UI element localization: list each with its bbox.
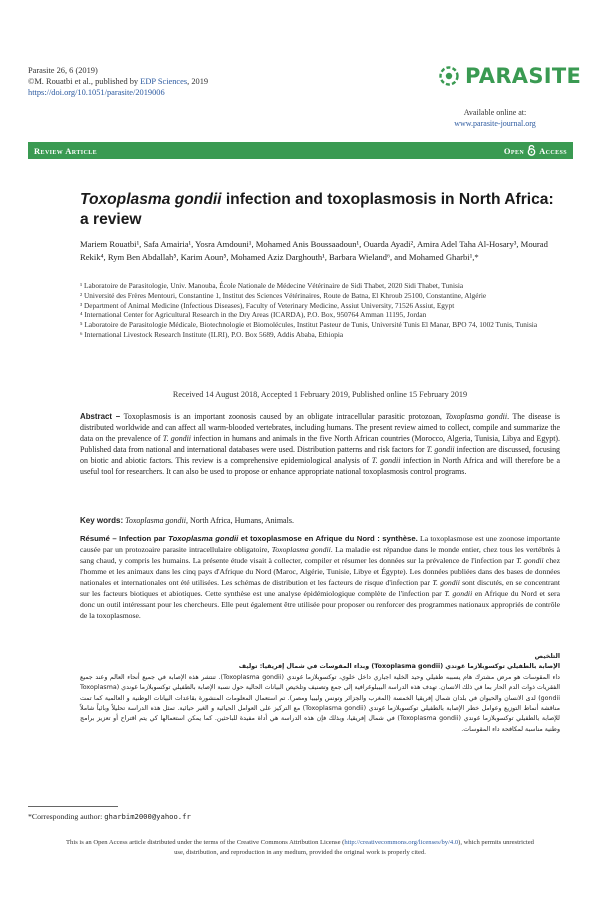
affiliation-5: ⁵ Laboratoire de Parasitologie Médicale, Biotechnologie et Biomolécules, Institut Pasteur de Tunis, Université Tunis El Manar, BPO 74, 1002 Tunis, Tunisia bbox=[80, 320, 538, 330]
affiliation-1: ¹ Laboratoire de Parasitologie, Univ. Manouba, École Nationale de Médecine Vétérinaire de Sidi Thabet, 2020 Sidi Thabet, Tunisia bbox=[80, 281, 464, 290]
copyright-line: ©M. Rouatbi et al., published by EDP Sciences, 2019 bbox=[28, 77, 209, 86]
resume-heading: Résumé – Infection par Toxoplasma gondii et toxoplasmose en Afrique du Nord : synthèse. bbox=[80, 534, 418, 543]
abstract: Abstract – Toxoplasmosis is an important zoonosis caused by an obligate intracellular parasitic protozoan, Toxoplasma gondii. The disease is distributed worldwide and can affect all warm-blooded vertebrates, including humans. The present review aimed to collect, compile and summarize the data on the prevalence of T. gondii infection in humans and animals in the five North African countries (Morocco, Algeria, Tunisia, Libya and Egypt). Published data from national and international databases were used. Distribution patterns and risk factors for T. gondii infection are discussed, focusing on biotic and abiotic factors. This review is a comprehensive epidemiological analysis of T. gondii infection in North Africa and will therefore be a useful tool for researchers. It can also be used to propose or enhance appropriate national toxoplasmosis control programs. bbox=[80, 412, 561, 476]
abstract-heading: Abstract – bbox=[80, 412, 121, 421]
publication-dates: Received 14 August 2018, Accepted 1 February 2019, Published online 15 February 2019 bbox=[172, 390, 468, 399]
license-statement: This is an Open Access article distributed under the terms of the Creative Commons Attribution License (http://creativecommons.org/licenses/by/4.0), which permits unrestricted use, distribution, and reproduction in any medium, provided the original work is properly cited. bbox=[66, 839, 534, 856]
available-label: Available online at: bbox=[463, 108, 527, 117]
keywords: Key words: Toxoplasma gondii, North Africa, Humans, Animals. bbox=[80, 516, 294, 525]
author-list: Mariem Rouatbi¹, Safa Amairia¹, Yosra Amdouni¹, Mohamed Anis Boussaadoun¹, Ouarda Ayadi², Amira Adel Taha Al-Hosary³, Mourad Rekik⁴, Rym Ben Abdallah⁵, Karim Aoun⁵, Mohamed Aziz Darghouth¹, Barbara Wieland⁶, and Mohamed Gharbi¹,* bbox=[80, 239, 548, 262]
open-access-icon bbox=[527, 145, 536, 156]
french-summary: Résumé – Infection par Toxoplasma gondii et toxoplasmose en Afrique du Nord : synthèse. La toxoplasmose est une zoonose importante causée par un protozoaire parasite intracellulaire obligatoire, Toxoplasma gondii. La maladie est répandue dans le monde entier, chez tous les vertébrés à sang chaud, y compris les humains. La présente étude visait à collecter, compiler et résumer les données sur la prévalence de l'infection par T. gondii chez l'homme et les animaux dans les cinq pays d'Afrique du Nord (Maroc, Algérie, Tunisie, Libye et Égypte). Les données publiées dans des bases de données nationales et internationales ont été utilisées. Les schémas de distribution et les facteurs de risque d'infection par T. gondii sont discutés, en se concentrant sur les facteurs biotiques et abiotiques. Cette synthèse est une analyse épidémiologique complète de l'infection par T. gondii en Afrique du Nord et sera donc un outil intéressant pour les chercheurs. Elle peut également être utilisée pour proposer ou renforcer des programmes nationaux appropriés de contrôle de la toxoplasmose. bbox=[80, 534, 560, 620]
journal-logo bbox=[438, 64, 581, 88]
affiliations bbox=[80, 281, 560, 340]
article-type-label: Review Article bbox=[34, 145, 98, 156]
affiliation-2: ² Université des Frères Mentouri, Constantine 1, Institut des Sciences Vétérinaires, Route de Batna, El Khroub 25100, Constantine, Algérie bbox=[80, 290, 487, 300]
article-metadata bbox=[28, 65, 208, 98]
article-type-band bbox=[28, 142, 573, 159]
arabic-summary bbox=[80, 652, 560, 735]
open-access-prefix: Open bbox=[503, 145, 525, 156]
corresponding-author: *Corresponding author: gharbim2000@yahoo.fr bbox=[28, 812, 191, 821]
arabic-subheading: الإصابة بالطفيلي توكسوبلازما غوندي (Toxoplasma gondii) وبداء المقوسات في شمال إفريقيا: توليف bbox=[238, 663, 560, 671]
open-access-label bbox=[504, 145, 567, 156]
journal-website-link[interactable]: www.parasite-journal.org bbox=[454, 119, 536, 128]
affiliation-4: ⁴ International Center for Agricultural Research in the Dry Areas (ICARDA), P.O. Box, 950764 Amman 11195, Jordan bbox=[80, 310, 427, 320]
license-link[interactable]: http://creativecommons.org/licenses/by/4.0 bbox=[344, 839, 459, 846]
keywords-heading: Key words: bbox=[80, 516, 124, 525]
article-title bbox=[80, 190, 560, 230]
corresponding-email[interactable]: gharbim2000@yahoo.fr bbox=[104, 812, 191, 821]
journal-logo-text: PARASITE bbox=[465, 64, 582, 88]
publisher-link[interactable]: EDP Sciences bbox=[140, 77, 188, 86]
title-species: Toxoplasma gondii bbox=[80, 191, 222, 208]
open-access-suffix: Access bbox=[539, 145, 567, 156]
title-rest: infection and toxoplasmosis in North Africa: a review bbox=[80, 191, 554, 228]
availability-block bbox=[430, 107, 560, 129]
journal-citation: Parasite 26, 6 (2019) bbox=[28, 66, 98, 75]
doi-link[interactable]: https://doi.org/10.1051/parasite/2019006 bbox=[28, 88, 165, 97]
arabic-heading: التلخيص bbox=[534, 653, 560, 660]
parasite-logo-icon bbox=[438, 65, 460, 87]
footnote-divider bbox=[28, 806, 118, 807]
affiliation-3: ³ Department of Animal Medicine (Infectious Diseases), Faculty of Veterinary Medicine, Assiut University, 71526 Assiut, Egypt bbox=[80, 300, 455, 310]
affiliation-6: ⁶ International Livestock Research Institute (ILRI), P.O. Box 5689, Addis Ababa, Ethiopia bbox=[80, 329, 344, 339]
arabic-body: داء المقوسات هو مرض مشترك هام يسببه طفيلي وحيد الخلية اجباري داخل خلوي، توكسوبلازما غوندي (Toxoplasma gondii). تنتشر هذه الإصابة في جميع أنحاء العالم وعند جميع الفقريات ذوات الدم الحار بما في ذلك الانسان. تهدف هذه الدراسة البيبلوغرافية إلى جمع وتصنيف وتلخيص البيانات الحالية حول نسبة الإصابة بالطفيلي توكسوبلازما غوندي (Toxoplasma gondii) لدى الانسان والحيوان في بلدان شمال إفريقيا الخمسة (المغرب والجزائر وتونس وليبيا ومصر). تم استعمال المعلومات المنشورة بقاعدات البيانات الوطنية و العالمية كما تمت مناقشة أنماط التوزيع وعوامل خطر الإصابة بالطفيلي توكسوبلازما غوندي (Toxoplasma gondii) مع التركيز على العوامل الحيائية و الغير حيائية. تمثل هذه الدراسة تحليلاً وبائياً شاملاً للإصابة بالطفيلي توكسوبلازما غوندي (Toxoplasma gondii) في شمال إفريقيا، وبذلك فإن هذه الدراسة هي أداة مفيدة للباحثين. كما يمكن استعمالها كي يتم اقتراح أو تعزيز برامج وطنية مناسبة لمكافحة داء المقوسات. bbox=[80, 673, 560, 733]
